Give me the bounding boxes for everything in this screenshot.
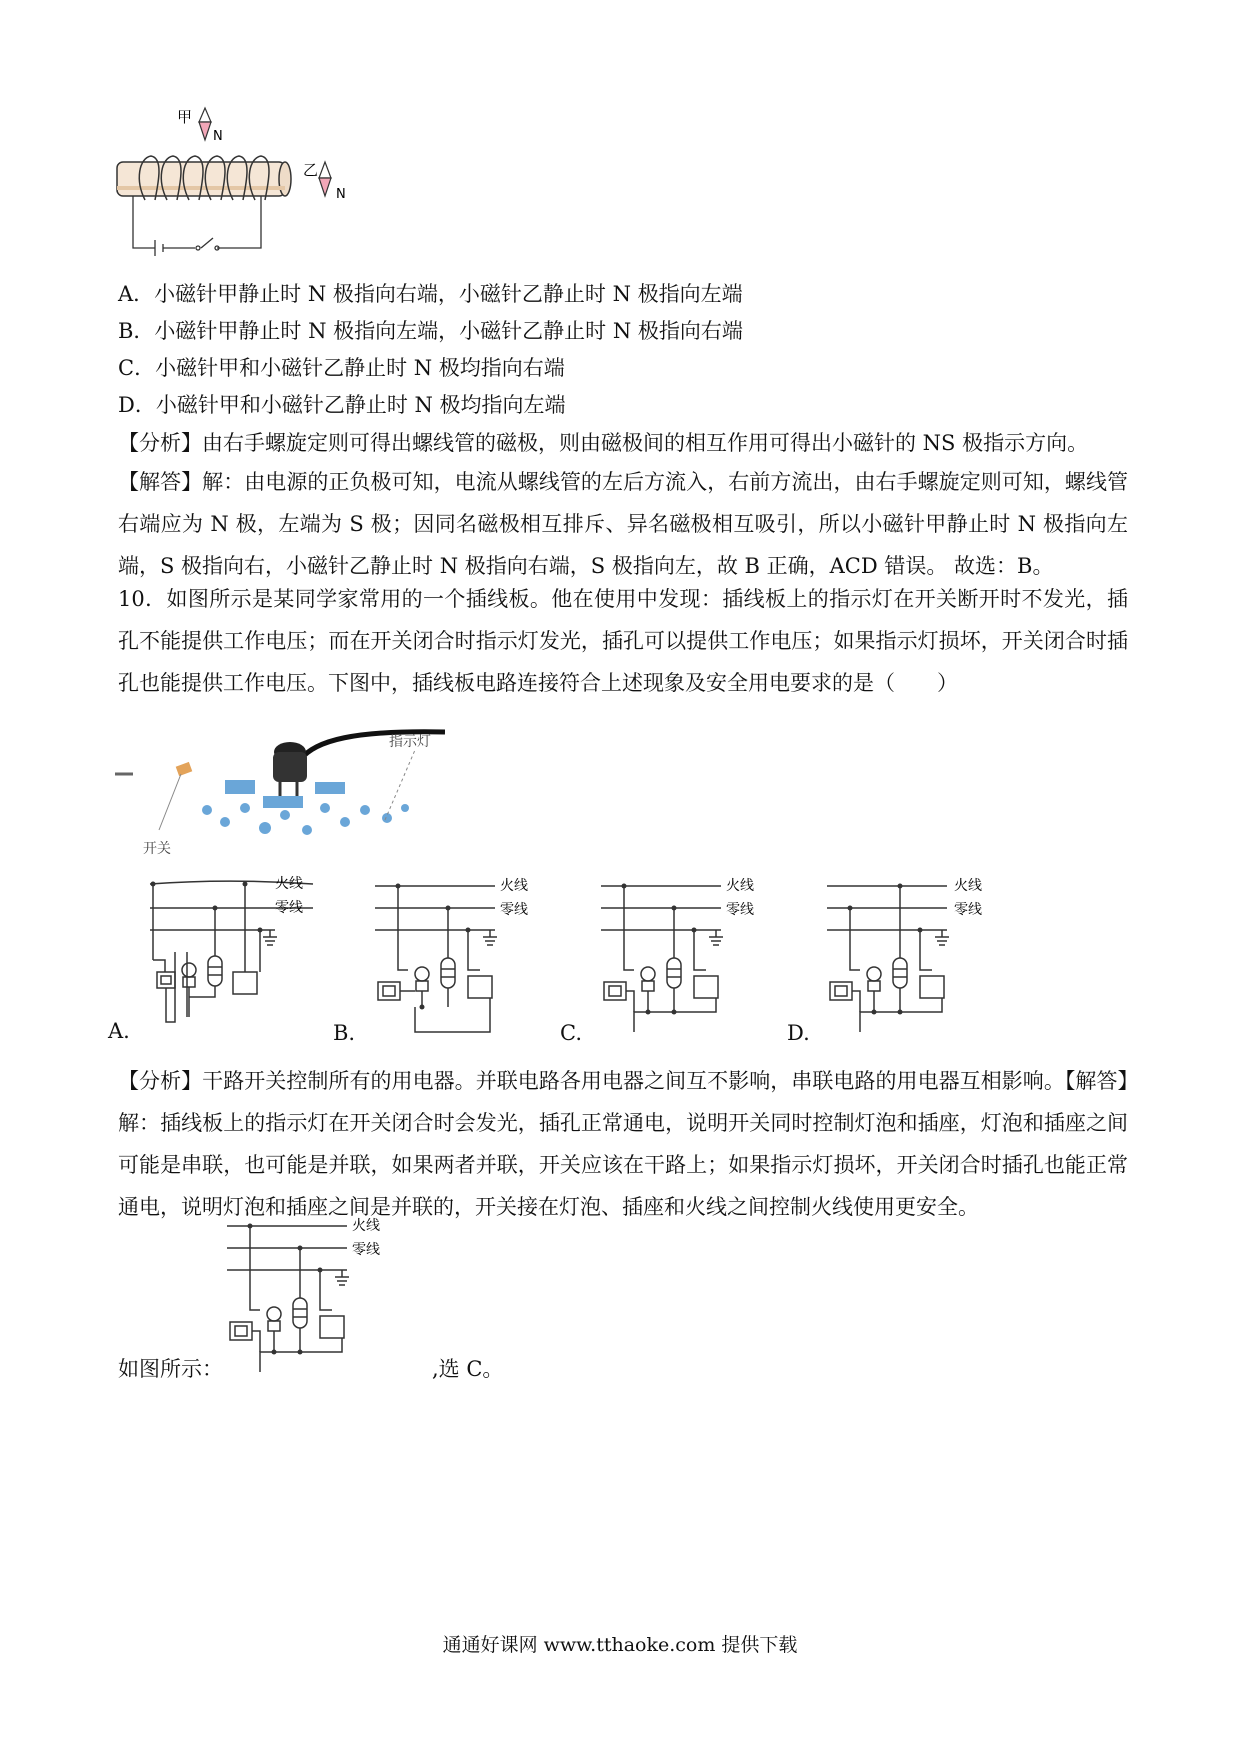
fire-line-label-c: 火线 (726, 878, 754, 894)
needle-yi-label: 乙 (303, 161, 319, 179)
q9-answer: 【解答】解：由电源的正负极可知，电流从螺线管的左后方流入，右前方流出，由右手螺旋定则可知，螺线管右端应为 N 极，左端为 S 极；因同名磁极相互排斥、异名磁极相互吸引，所以小磁针甲静止时 N 极指向左端，S 极指向右，小磁针乙静止时 N 极指向右端，S 极指向左，故 B 正确，ACD 错误。 故选：B。 (118, 470, 1128, 578)
needle-yi-n: N (336, 187, 346, 202)
fire-line-label-final: 火线 (352, 1218, 380, 1234)
circuit-option-d (822, 872, 1032, 1047)
circuit-option-c-label: C. (560, 1021, 582, 1045)
final-prefix: 如图所示： (118, 1357, 223, 1381)
q9-option-c: C．小磁针甲和小磁针乙静止时 N 极均指向右端 (118, 356, 565, 380)
q10-stem: 10．如图所示是某同学家常用的一个插线板。他在使用中发现：插线板上的指示灯在开关断开时不发光，插孔不能提供工作电压；而在开关闭合时指示灯发光，插孔可以提供工作电压；如果指示灯损坏，开关闭合时插孔也能提供工作电压。下图中，插线板电路连接符合上述现象及安全用电要求的是（ ） (118, 587, 1128, 695)
q9-option-d: D．小磁针甲和小磁针乙静止时 N 极均指向左端 (118, 393, 566, 417)
circuit-option-d-label: D. (787, 1021, 810, 1045)
zero-line-label-a: 零线 (275, 900, 303, 916)
circuit-option-c (596, 872, 806, 1047)
circuit-option-b-label: B. (333, 1021, 356, 1045)
zero-line-label-b: 零线 (500, 902, 528, 918)
needle-jia-n: N (213, 129, 223, 144)
final-circuit (222, 1212, 432, 1387)
q9-option-b: B．小磁针甲静止时 N 极指向左端，小磁针乙静止时 N 极指向右端 (118, 319, 743, 343)
circuit-option-a-label: A. (108, 1019, 130, 1043)
q9-option-a: A．小磁针甲静止时 N 极指向右端，小磁针乙静止时 N 极指向左端 (118, 282, 743, 306)
final-suffix: ,选 C。 (432, 1357, 504, 1381)
zero-line-label-final: 零线 (352, 1242, 380, 1258)
switch-label: 开关 (143, 841, 171, 857)
fire-line-label-d: 火线 (954, 878, 982, 894)
fire-line-label-a: 火线 (275, 876, 303, 892)
needle-jia-label: 甲 (177, 108, 193, 126)
solenoid-figure (105, 100, 405, 290)
lamp-label: 指示灯 (389, 734, 431, 750)
fire-line-label-b: 火线 (500, 878, 528, 894)
zero-line-label-c: 零线 (726, 902, 754, 918)
q10-analysis: 【分析】干路开关控制所有的用电器。并联电路各用电器之间互不影响，串联电路的用电器互相影响。【解答】解：插线板上的指示灯在开关闭合时会发光，插孔正常通电，说明开关同时控制灯泡和插座，灯泡和插座之间可能是串联，也可能是并联，如果两者并联，开关应该在干路上；如果指示灯损坏，开关闭合时插孔也能正常通电，说明灯泡和插座之间是并联的，开关接在灯泡、插座和火线之间控制火线使用更安全。 (118, 1069, 1128, 1219)
zero-line-label-d: 零线 (954, 902, 982, 918)
page-footer: 通通好课网 www.tthaoke.com 提供下载 (442, 1634, 798, 1656)
q9-analysis: 【分析】由右手螺旋定则可得出螺线管的磁极，则由磁极间的相互作用可得出小磁针的 NS 极指示方向。 (118, 431, 1089, 455)
circuit-option-b (370, 872, 580, 1047)
circuit-option-a (145, 872, 355, 1047)
